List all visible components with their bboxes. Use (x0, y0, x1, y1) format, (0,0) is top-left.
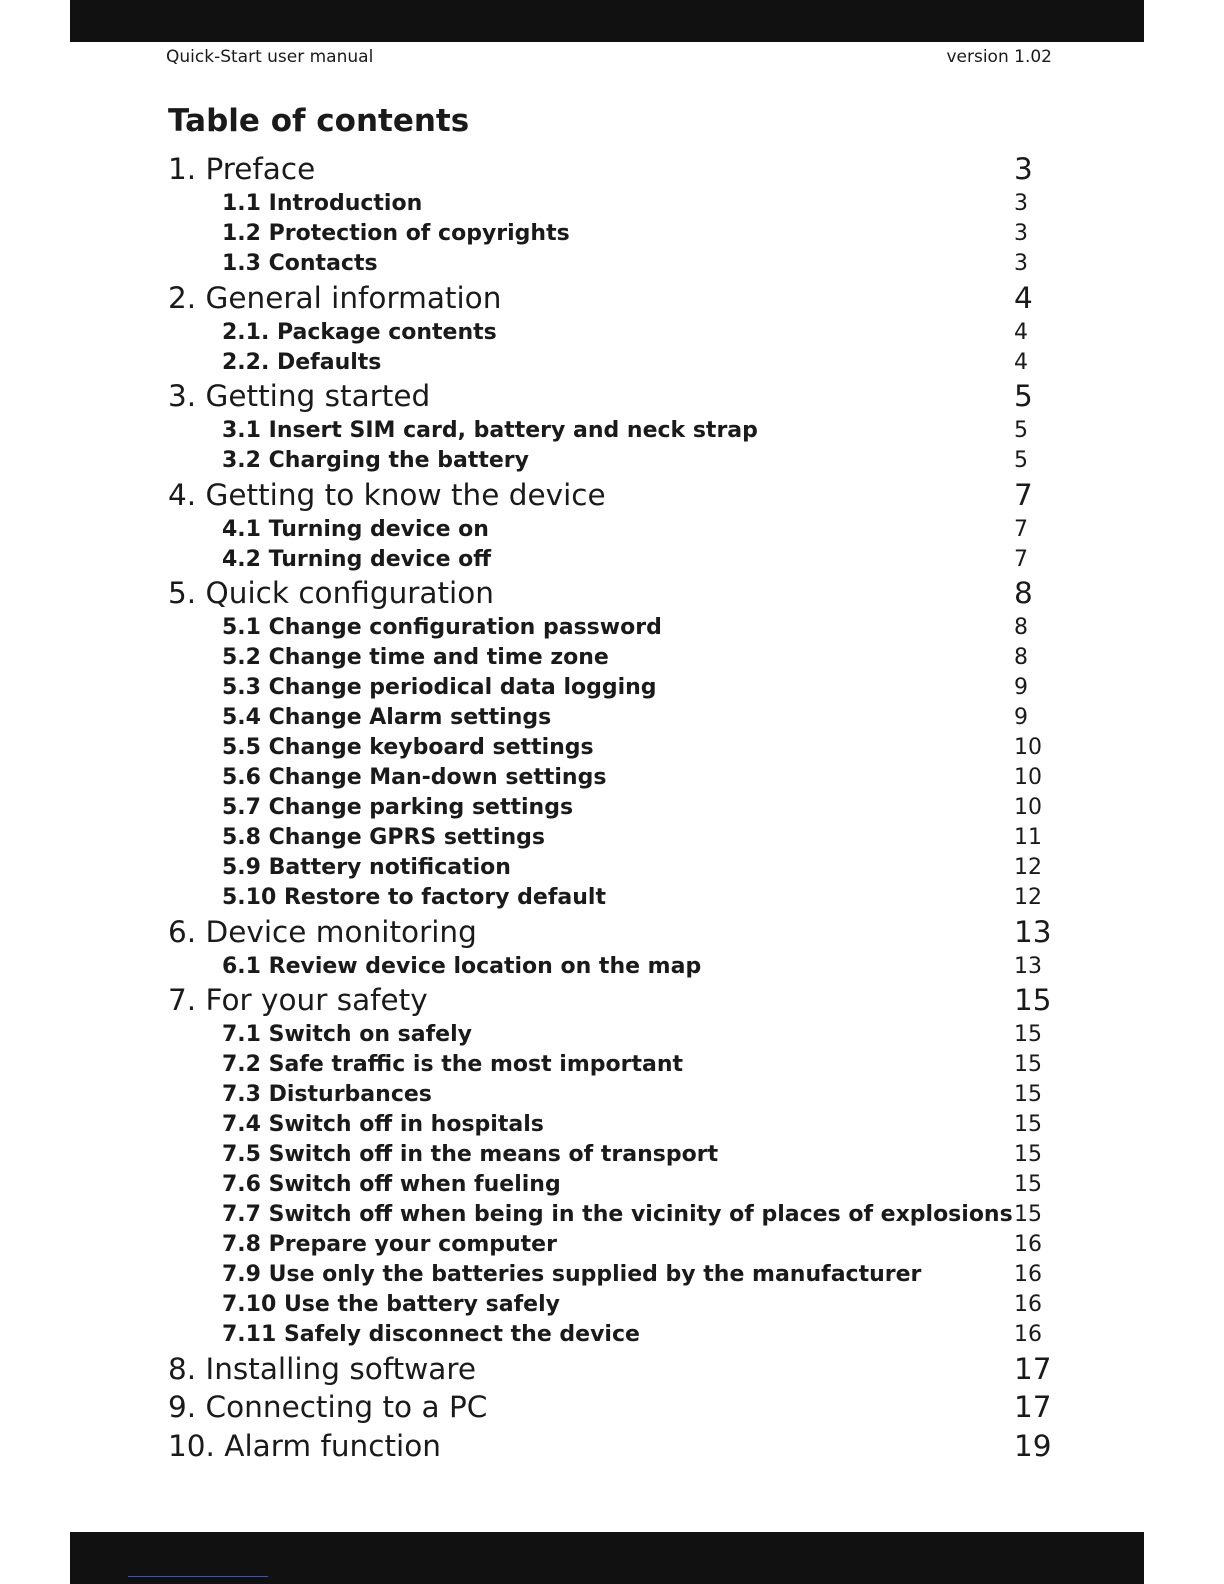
toc-entry-page: 4 (1014, 319, 1028, 345)
toc-entry-label: 5.4 Change Alarm settings (222, 705, 552, 730)
toc-section[interactable] (168, 1170, 1052, 1200)
toc-entry-page: 3 (1014, 251, 1028, 276)
toc-section[interactable] (168, 1050, 1052, 1080)
toc-entry-label: 7.9 Use only the batteries supplied by the manufacturer (222, 1262, 922, 1287)
toc-entry-page: 5 (1014, 418, 1028, 443)
toc-entry-label: 3.1 Insert SIM card, battery and neck strap (222, 418, 758, 443)
toc-entry-page: 12 (1014, 885, 1042, 910)
toc-chapter[interactable] (168, 1427, 1052, 1466)
toc-chapter[interactable] (168, 1388, 1052, 1427)
toc-section[interactable] (168, 347, 1052, 377)
toc-section[interactable] (168, 1290, 1052, 1320)
toc-entry-page: 10 (1014, 735, 1042, 760)
toc-entry-label: 3. Getting started (168, 379, 431, 414)
header-title: Quick-Start user manual (166, 47, 374, 67)
toc-section[interactable] (168, 1200, 1052, 1230)
toc-section[interactable] (168, 446, 1052, 476)
toc-title: Table of contents (168, 103, 470, 139)
toc-entry-page: 5 (1014, 379, 1033, 414)
toc-entry-label: 8. Installing software (168, 1351, 477, 1386)
toc-section[interactable] (168, 733, 1052, 763)
toc-section[interactable] (168, 317, 1052, 347)
toc-section[interactable] (168, 1110, 1052, 1140)
toc-entry-label: 9. Connecting to a PC (168, 1390, 488, 1425)
toc-entry-label: 7.8 Prepare your computer (222, 1232, 557, 1257)
toc-chapter[interactable] (168, 1350, 1052, 1389)
toc-chapter[interactable] (168, 913, 1052, 952)
toc-section[interactable] (168, 1260, 1052, 1290)
toc-section[interactable] (168, 613, 1052, 643)
toc-entry-page: 10 (1014, 765, 1042, 790)
toc-entry-page: 16 (1014, 1322, 1042, 1347)
toc-entry-label: 2.1. Package contents (222, 319, 497, 345)
toc-chapter[interactable] (168, 574, 1052, 613)
toc-entry-page: 8 (1014, 615, 1028, 640)
toc-entry-label: 7.7 Switch off when being in the vicinity of places of explosions (222, 1202, 1013, 1227)
toc-entry-label: 1.3 Contacts (222, 251, 378, 276)
toc-entry-label: 4.2 Turning device off (222, 546, 492, 572)
toc-entry-label: 5. Quick configuration (168, 576, 494, 611)
toc-entry-page: 9 (1014, 705, 1028, 730)
toc-entry-page: 15 (1014, 983, 1052, 1018)
toc-entry-page: 5 (1014, 448, 1028, 473)
table-of-contents (168, 150, 1052, 1465)
toc-entry-page: 17 (1014, 1351, 1052, 1386)
toc-entry-page: 15 (1014, 1082, 1042, 1107)
toc-section[interactable] (168, 673, 1052, 703)
toc-chapter[interactable] (168, 150, 1052, 189)
toc-entry-label: 7.2 Safe traffic is the most important (222, 1052, 684, 1077)
toc-section[interactable] (168, 763, 1052, 793)
toc-entry-page: 16 (1014, 1232, 1042, 1257)
toc-section[interactable] (168, 703, 1052, 733)
toc-entry-label: 1.2 Protection of copyrights (222, 221, 570, 246)
toc-entry-label: 5.7 Change parking settings (222, 795, 574, 820)
toc-entry-page: 8 (1014, 576, 1033, 611)
toc-entry-page: 3 (1014, 191, 1028, 216)
toc-section[interactable] (168, 189, 1052, 219)
toc-entry-label: 7.11 Safely disconnect the device (222, 1322, 640, 1347)
toc-entry-label: 5.2 Change time and time zone (222, 645, 609, 670)
toc-chapter[interactable] (168, 476, 1052, 515)
toc-section[interactable] (168, 1230, 1052, 1260)
toc-section[interactable] (168, 249, 1052, 279)
toc-section[interactable] (168, 951, 1052, 981)
toc-section[interactable] (168, 1020, 1052, 1050)
toc-section[interactable] (168, 853, 1052, 883)
toc-entry-page: 8 (1014, 645, 1028, 670)
toc-entry-page: 13 (1014, 914, 1052, 949)
toc-section[interactable] (168, 643, 1052, 673)
toc-entry-label: 1.1 Introduction (222, 191, 423, 216)
toc-entry-label: 10. Alarm function (168, 1428, 441, 1463)
toc-entry-page: 3 (1014, 221, 1028, 246)
toc-entry-label: 5.6 Change Man-down settings (222, 765, 607, 790)
toc-entry-label: 7.5 Switch off in the means of transport (222, 1142, 719, 1167)
toc-entry-page: 3 (1014, 152, 1033, 187)
toc-entry-page: 15 (1014, 1022, 1042, 1047)
toc-entry-label: 5.9 Battery notification (222, 855, 511, 880)
toc-entry-page: 7 (1014, 546, 1028, 572)
toc-entry-page: 15 (1014, 1172, 1042, 1197)
toc-entry-label: 7. For your safety (168, 983, 428, 1018)
toc-entry-page: 19 (1014, 1428, 1052, 1463)
toc-section[interactable] (168, 544, 1052, 574)
toc-entry-page: 9 (1014, 675, 1028, 700)
toc-entry-page: 17 (1014, 1390, 1052, 1425)
toc-section[interactable] (168, 793, 1052, 823)
toc-entry-page: 11 (1014, 825, 1042, 850)
toc-chapter[interactable] (168, 981, 1052, 1020)
toc-section[interactable] (168, 219, 1052, 249)
toc-entry-label: 7.1 Switch on safely (222, 1022, 472, 1047)
toc-entry-label: 6.1 Review device location on the map (222, 953, 702, 979)
header-version: version 1.02 (946, 47, 1052, 67)
toc-entry-label: 2. General information (168, 280, 502, 315)
toc-chapter[interactable] (168, 377, 1052, 416)
toc-entry-label: 5.5 Change keyboard settings (222, 735, 594, 760)
toc-entry-page: 15 (1014, 1052, 1042, 1077)
top-bar (70, 0, 1144, 42)
toc-entry-page: 15 (1014, 1202, 1042, 1227)
toc-section[interactable] (168, 823, 1052, 853)
toc-entry-page: 16 (1014, 1292, 1042, 1317)
toc-section[interactable] (168, 1140, 1052, 1170)
toc-entry-label: 6. Device monitoring (168, 914, 477, 949)
toc-section[interactable] (168, 883, 1052, 913)
toc-entry-page: 7 (1014, 477, 1033, 512)
toc-section[interactable] (168, 1320, 1052, 1350)
toc-entry-label: 4. Getting to know the device (168, 477, 606, 512)
toc-entry-label: 7.6 Switch off when fueling (222, 1172, 561, 1197)
toc-section[interactable] (168, 1080, 1052, 1110)
toc-entry-label: 3.2 Charging the battery (222, 448, 529, 473)
toc-entry-page: 7 (1014, 516, 1028, 542)
toc-entry-label: 7.4 Switch off in hospitals (222, 1112, 544, 1137)
toc-entry-page: 12 (1014, 855, 1042, 880)
toc-entry-label: 5.10 Restore to factory default (222, 885, 606, 910)
toc-entry-label: 5.8 Change GPRS settings (222, 825, 545, 850)
toc-entry-page: 13 (1014, 953, 1042, 979)
toc-section[interactable] (168, 514, 1052, 544)
toc-entry-page: 16 (1014, 1262, 1042, 1287)
footer-link-line (128, 1576, 268, 1577)
toc-entry-page: 15 (1014, 1112, 1042, 1137)
toc-entry-label: 5.3 Change periodical data logging (222, 675, 657, 700)
toc-entry-page: 4 (1014, 280, 1033, 315)
toc-entry-label: 5.1 Change configuration password (222, 615, 662, 640)
toc-entry-label: 7.10 Use the battery safely (222, 1292, 560, 1317)
toc-entry-page: 10 (1014, 795, 1042, 820)
toc-chapter[interactable] (168, 279, 1052, 318)
toc-entry-label: 1. Preface (168, 152, 316, 187)
toc-entry-label: 4.1 Turning device on (222, 516, 489, 542)
toc-section[interactable] (168, 416, 1052, 446)
toc-entry-page: 4 (1014, 349, 1028, 375)
toc-entry-label: 7.3 Disturbances (222, 1082, 432, 1107)
toc-entry-page: 15 (1014, 1142, 1042, 1167)
toc-entry-label: 2.2. Defaults (222, 349, 382, 375)
